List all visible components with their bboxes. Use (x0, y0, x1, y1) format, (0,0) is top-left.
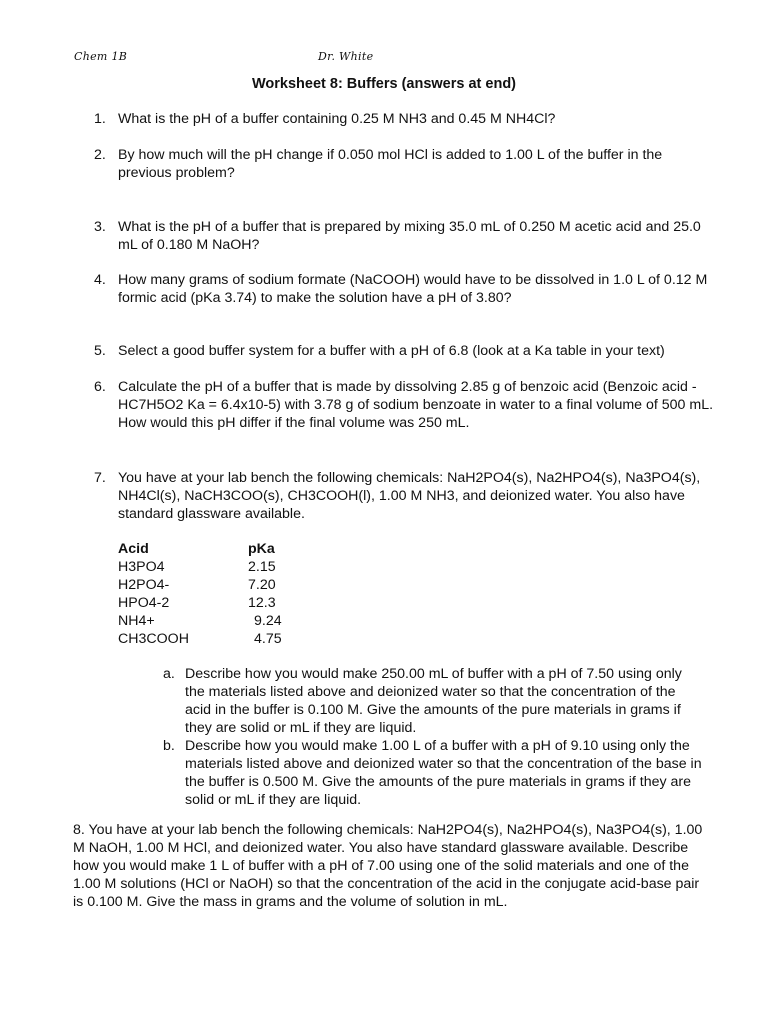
acid-cell: H3PO4 (118, 559, 165, 575)
acid-cell: H2PO4- (118, 577, 170, 593)
course-label: Chem 1B (74, 50, 128, 63)
question-number: 2. (94, 147, 106, 163)
question-4 (94, 271, 714, 307)
question-number: 1. (94, 111, 106, 127)
sub-question-text: Describe how you would make 250.00 mL of buffer with a pH of 7.50 using only the materials listed above and deionized water so that the concentration of the acid in the buffer is 0.100 M. Give the amounts of the pure materials in grams if they are solid or mL if they are liquid. (185, 666, 682, 736)
instructor-label: Dr. White (318, 50, 374, 63)
pka-cell: 9.24 (254, 613, 282, 629)
sub-question-label: a. (163, 666, 175, 682)
table-row (118, 558, 318, 576)
pka-cell: 4.75 (254, 631, 282, 647)
question-number: 4. (94, 272, 106, 288)
sub-question-a (163, 665, 703, 737)
question-8: 8. You have at your lab bench the following chemicals: NaH2PO4(s), Na2HPO4(s), Na3PO4(s), 1.00 M NaOH, 1.00 M HCl, and deionized water. You also have standard glassware available. Describe how you would make 1 L of buffer with a pH of 7.00 using one of the solid materials and one of the 1.00 M solutions (HCl or NaOH) so that the concentration of the acid in the conjugate acid-base pair is 0.100 M. Give the mass in grams and the volume of solution in mL. (73, 822, 703, 910)
question-text: You have at your lab bench the following chemicals: NaH2PO4(s), Na2HPO4(s), Na3PO4(s), NH4Cl(s), NaCH3COO(s), CH3COOH(l), 1.00 M NH3, and deionized water. You also have standard glassware available. (118, 470, 701, 522)
acid-pka-table (118, 540, 318, 648)
table-row (118, 630, 318, 648)
acid-cell: CH3COOH (118, 631, 189, 647)
pka-cell: 12.3 (248, 595, 276, 611)
question-text: How many grams of sodium formate (NaCOOH) would have to be dissolved in 1.0 L of 0.12 M formic acid (pKa 3.74) to make the solution have a pH of 3.80? (118, 272, 708, 306)
acid-cell: HPO4-2 (118, 595, 170, 611)
question-text: What is the pH of a buffer containing 0.25 M NH3 and 0.45 M NH4Cl? (118, 111, 556, 127)
pka-cell: 2.15 (248, 559, 276, 575)
question-2 (94, 146, 714, 182)
sub-question-label: b. (163, 738, 175, 754)
question-text: Select a good buffer system for a buffer with a pH of 6.8 (look at a Ka table in your text) (118, 343, 665, 359)
acid-column-header: Acid (118, 541, 149, 557)
question-5 (94, 342, 714, 360)
sub-question-text: Describe how you would make 1.00 L of a buffer with a pH of 9.10 using only the materials listed above and deionized water so that the concentration of the base in the buffer is 0.500 M. Give the amounts of the pure materials in grams if they are solid or mL if they are liquid. (185, 738, 702, 808)
question-number: 5. (94, 343, 106, 359)
table-row (118, 594, 318, 612)
question-1 (94, 110, 714, 128)
question-number: 6. (94, 379, 106, 395)
table-row (118, 576, 318, 594)
question-7 (94, 469, 714, 523)
question-text: By how much will the pH change if 0.050 mol HCl is added to 1.00 L of the buffer in the previous problem? (118, 147, 663, 181)
table-header-row (118, 540, 318, 558)
sub-question-b (163, 737, 703, 809)
question-number: 3. (94, 219, 106, 235)
question-6 (94, 378, 714, 432)
question-number: 7. (94, 470, 106, 486)
worksheet-title: Worksheet 8: Buffers (answers at end) (251, 76, 517, 92)
pka-column-header: pKa (248, 541, 275, 557)
question-text: What is the pH of a buffer that is prepared by mixing 35.0 mL of 0.250 M acetic acid and 25.0 mL of 0.180 M NaOH? (118, 219, 701, 253)
question-3 (94, 218, 714, 254)
acid-cell: NH4+ (118, 613, 155, 629)
question-text: Calculate the pH of a buffer that is made by dissolving 2.85 g of benzoic acid (Benzoic acid - HC7H5O2 Ka = 6.4x10-5) with 3.78 g of sodium benzoate in water to a final volume of 500 mL. How would this pH differ if the final volume was 250 mL. (118, 379, 714, 431)
table-row (118, 612, 318, 630)
pka-cell: 7.20 (248, 577, 276, 593)
